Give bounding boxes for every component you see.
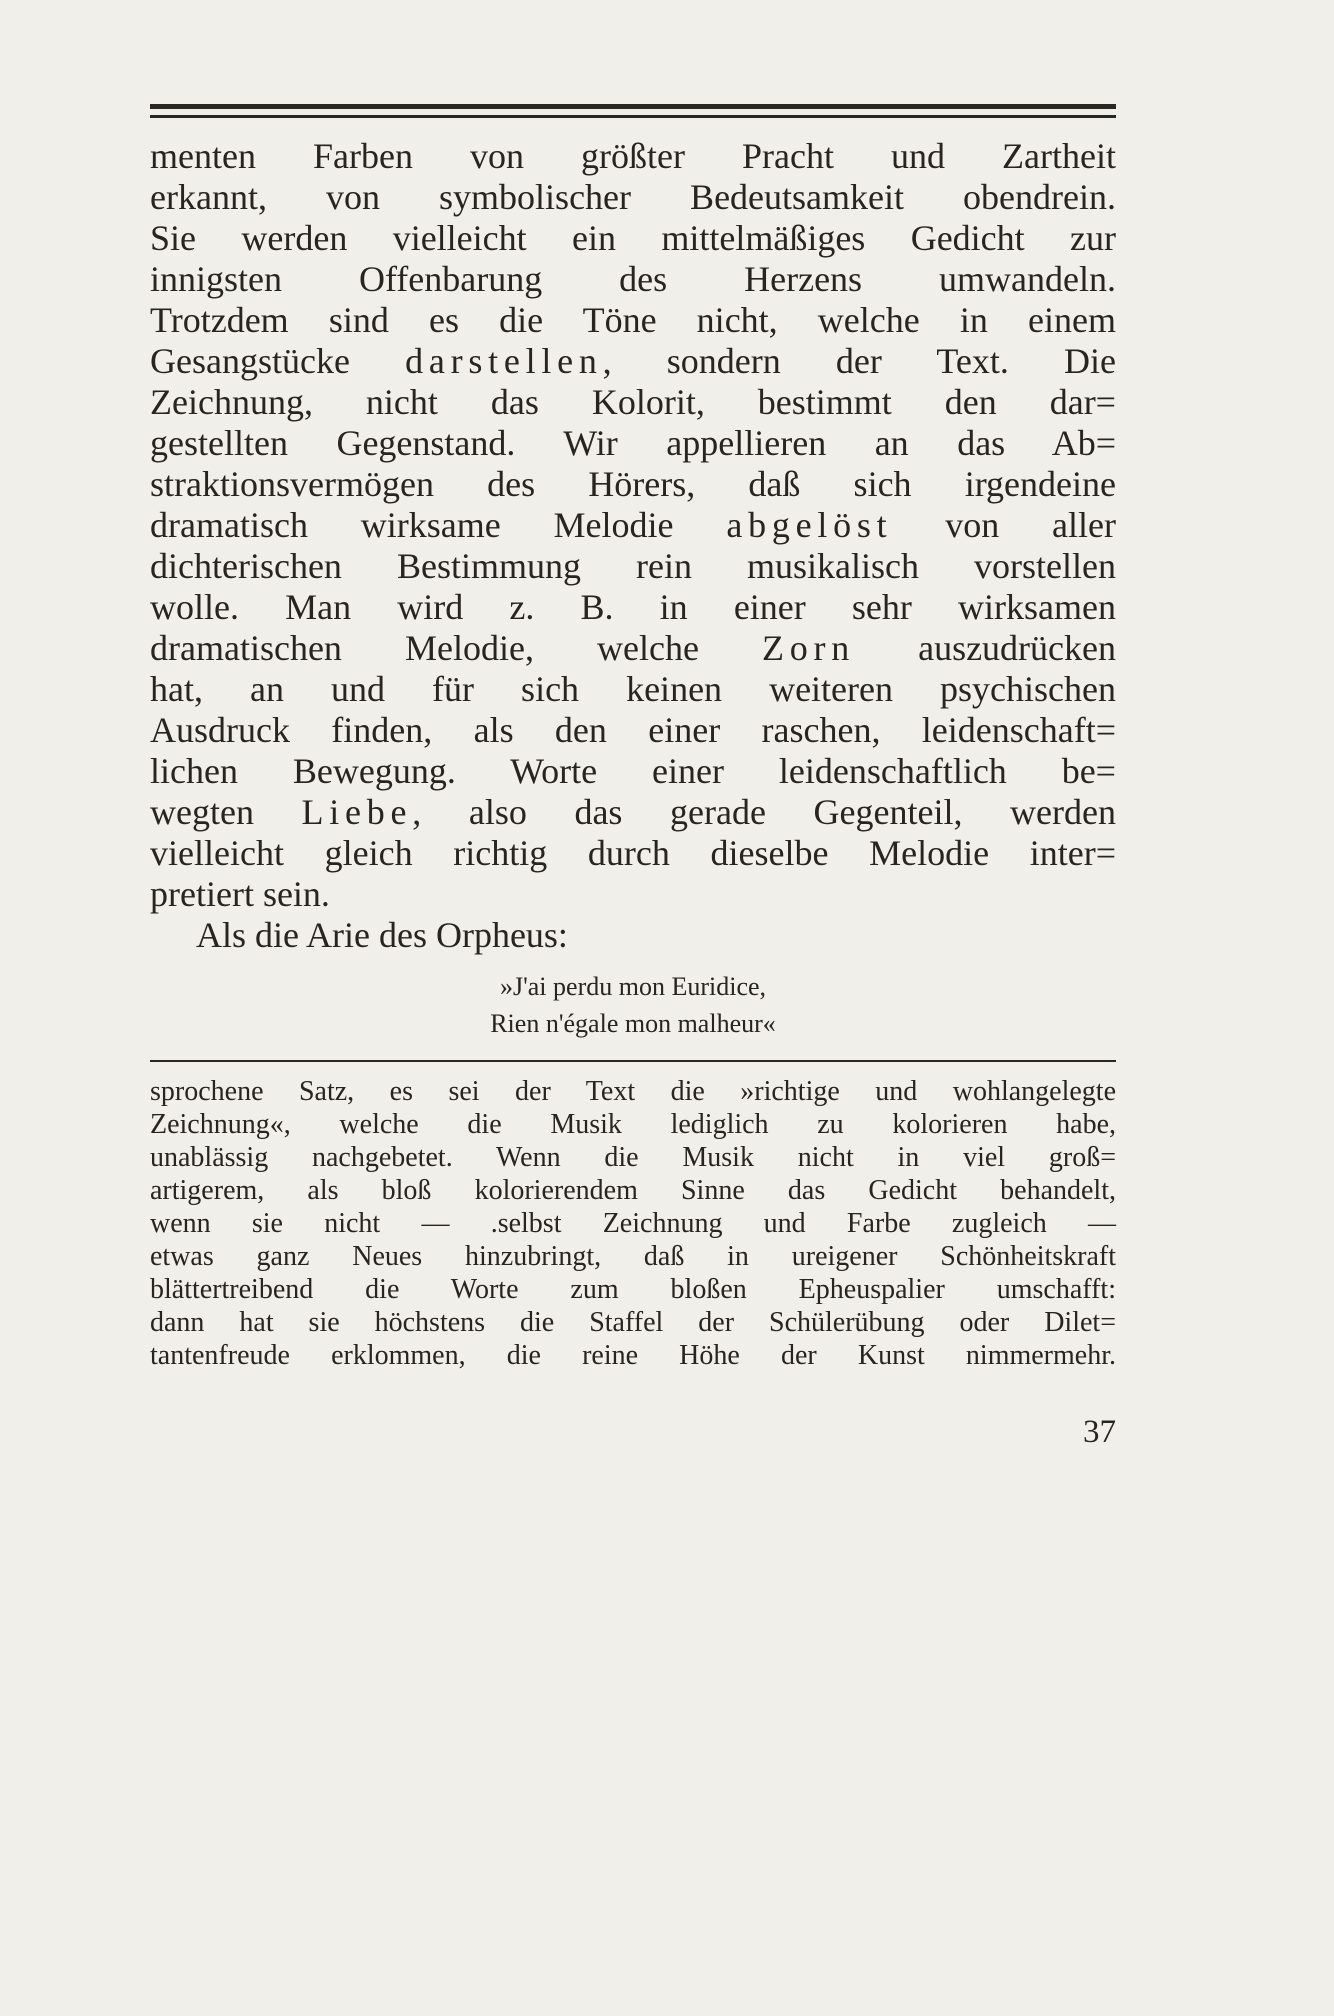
footnote-line: Zeichnung«, welche die Musik lediglich zu kolorieren habe, [150,1109,1116,1140]
text-line: Zeichnung, nicht das Kolorit, bestimmt den dar= [150,382,1116,422]
text-line: dramatisch wirksame Melodie abgelöst von aller [150,505,1116,545]
text-line: Trotzdem sind es die Töne nicht, welche in einem [150,300,1116,340]
text-line: vielleicht gleich richtig durch dieselbe Melodie inter= [150,833,1116,873]
footnote [150,1075,1116,1372]
emphasized-word: abgelöst [726,505,893,545]
text-column [150,0,1116,1451]
footnote-line: unablässig nachgebetet. Wenn die Musik nicht in viel groß= [150,1142,1116,1173]
top-double-rule [150,104,1116,118]
text-line: wegten Liebe, also das gerade Gegenteil, werden [150,792,1116,832]
verse [150,968,1116,1042]
text-line: hat, an und für sich keinen weiteren psychischen [150,669,1116,709]
text-line: gestellten Gegenstand. Wir appellieren an das Ab= [150,423,1116,463]
page-number: 37 [1083,1414,1116,1450]
text-line: innigsten Offenbarung des Herzens umwandeln. [150,259,1116,299]
text-line: menten Farben von größter Pracht und Zartheit [150,136,1116,176]
verse-line: Rien n'égale mon malheur« [490,1009,776,1038]
footnote-separator-rule [150,1060,1116,1062]
text-line: straktionsvermögen des Hörers, daß sich irgendeine [150,464,1116,504]
text-line: erkannt, von symbolischer Bedeutsamkeit obendrein. [150,177,1116,217]
footnote-line: etwas ganz Neues hinzubringt, daß in ureigener Schönheitskraft [150,1241,1116,1272]
emphasized-word: Liebe [301,792,413,832]
text-line: wolle. Man wird z. B. in einer sehr wirksamen [150,587,1116,627]
footnote-line: wenn sie nicht — .selbst Zeichnung und Farbe zugleich — [150,1208,1116,1239]
verse-line: »J'ai perdu mon Euridice, [499,972,767,1001]
emphasized-word: darstellen [405,341,603,381]
text-line: dramatischen Melodie, welche Zorn auszudrücken [150,628,1116,668]
top-rule-thin [150,115,1116,118]
text-line: pretiert sein. [150,874,330,914]
top-rule-thick [150,104,1116,109]
emphasized-word: Zorn [762,628,856,668]
text-line: Gesangstücke darstellen, sondern der Text. Die [150,341,1116,381]
footnote-line: sprochene Satz, es sei der Text die »richtige und wohlangelegte [150,1076,1116,1107]
text-line: Sie werden vielleicht ein mittelmäßiges Gedicht zur [150,218,1116,258]
body-text [150,136,1116,956]
text-line: Als die Arie des Orpheus: [196,915,568,955]
text-line: lichen Bewegung. Worte einer leidenschaftlich be= [150,751,1116,791]
footnote-line: dann hat sie höchstens die Staffel der Schülerübung oder Dilet= [150,1307,1116,1338]
footnote-line: artigerem, als bloß kolorierendem Sinne das Gedicht behandelt, [150,1175,1116,1206]
text-line: Ausdruck finden, als den einer raschen, leidenschaft= [150,710,1116,750]
text-line: dichterischen Bestimmung rein musikalisch vorstellen [150,546,1116,586]
footnote-line: blättertreibend die Worte zum bloßen Epheuspalier umschafft: [150,1274,1116,1305]
footnote-line: tantenfreude erklommen, die reine Höhe der Kunst nimmermehr. [150,1340,1116,1371]
